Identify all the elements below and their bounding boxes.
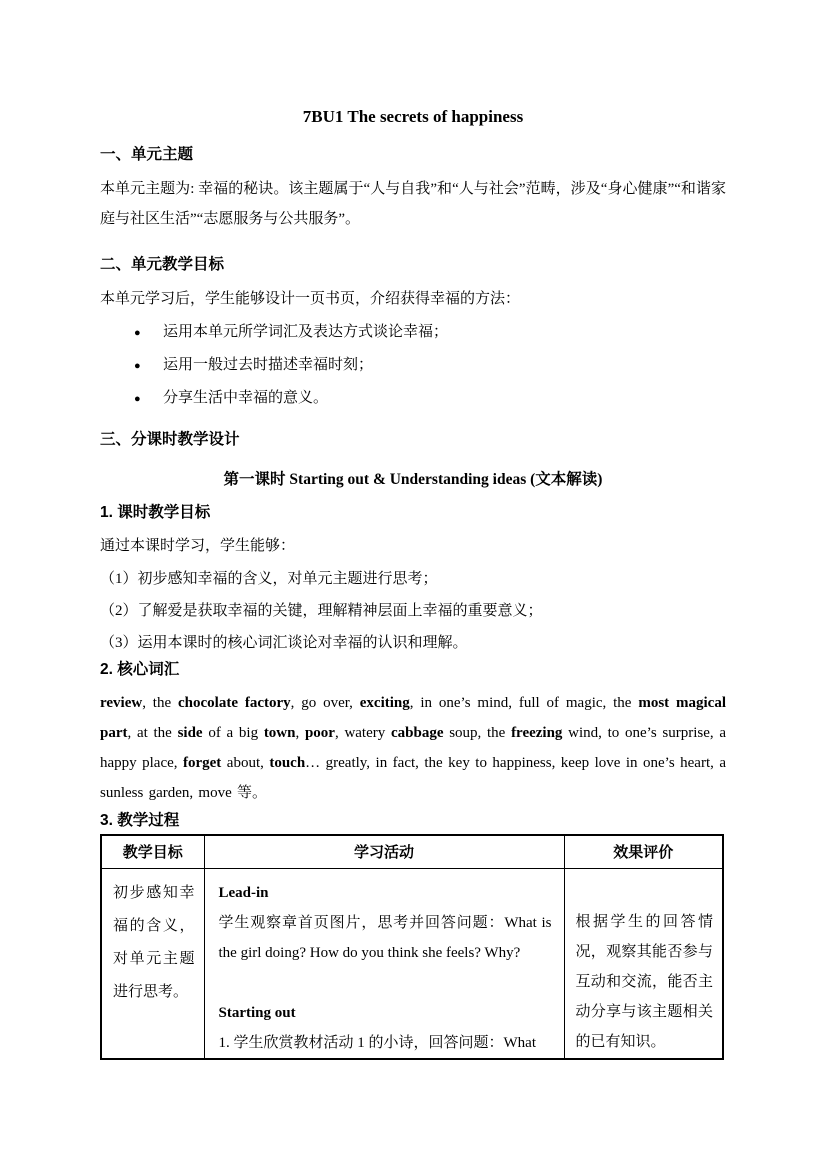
list-item: （2）了解爱是获取幸福的关键，理解精神层面上幸福的重要意义； — [100, 603, 543, 619]
lesson-title: 第一课时 Starting out & Understanding ideas (文本解读) — [223, 471, 603, 488]
list-item-text: 运用本单元所学词汇及表达方式谈论幸福； — [163, 324, 449, 340]
lesson-objectives-intro: 通过本课时学习，学生能够： — [100, 538, 296, 554]
heading-lesson-objectives: 1. 课时教学目标 — [100, 504, 211, 521]
column-header-activity: 学习活动 — [204, 835, 564, 868]
lesson-objectives-list — [100, 563, 726, 659]
list-item — [100, 382, 726, 415]
table-header-row — [101, 835, 723, 868]
table-row — [101, 868, 723, 1059]
list-item — [100, 316, 726, 349]
unit-objectives-list — [100, 316, 726, 415]
heading-unit-objectives: 二、单元教学目标 — [100, 256, 225, 273]
bullet-icon: ● — [134, 360, 141, 372]
list-item: （3）运用本课时的核心词汇谈论对幸福的认识和理解。 — [100, 635, 468, 651]
core-vocabulary-paragraph: review, the chocolate factory, go over, exciting, in one’s mind, full of magic, the most magical part, at the side of a big town, poor, watery cabbage soup, the freezing wind, to one’s surprise, a happy place, forget about, touch… greatly, in fact, the key to happiness, keep love in one’s heart, a sunless garden, move 等。 — [100, 695, 727, 801]
cell-objective: 初步感知幸福的含义，对单元主题进行思考。 — [101, 868, 204, 1059]
unit-objectives-intro: 本单元学习后，学生能够设计一页书页，介绍获得幸福的方法： — [100, 291, 521, 307]
heading-core-vocabulary: 2. 核心词汇 — [100, 661, 180, 678]
heading-lesson-design: 三、分课时教学设计 — [100, 431, 240, 448]
heading-unit-theme: 一、单元主题 — [100, 146, 194, 163]
cell-activity: Lead-in 学生观察章首页图片，思考并回答问题：What is the girl doing? How do you think she feels? Why? Starting out 1. 学生欣赏教材活动 1 的小诗，回答问题：What — [204, 868, 564, 1059]
teaching-process-table — [100, 834, 724, 1060]
unit-theme-body: 本单元主题为: 幸福的秘诀。该主题属于“人与自我”和“人与社会”范畴，涉及“身心健康”“和谐家庭与社区生活”“志愿服务与公共服务”。 — [100, 181, 726, 227]
bullet-icon: ● — [134, 327, 141, 339]
list-item-text: 分享生活中幸福的意义。 — [163, 390, 329, 406]
list-item: （1）初步感知幸福的含义，对单元主题进行思考； — [100, 571, 438, 587]
page-title: 7BU1 The secrets of happiness — [302, 107, 524, 126]
list-item — [100, 349, 726, 382]
column-header-evaluation: 效果评价 — [564, 835, 723, 868]
heading-teaching-process: 3. 教学过程 — [100, 812, 180, 829]
bullet-icon: ● — [134, 393, 141, 405]
list-item-text: 运用一般过去时描述幸福时刻； — [163, 357, 374, 373]
column-header-objective: 教学目标 — [101, 835, 204, 868]
cell-evaluation: 根据学生的回答情况，观察其能否参与互动和交流，能否主动分享与该主题相关的已有知识。 — [564, 868, 723, 1059]
